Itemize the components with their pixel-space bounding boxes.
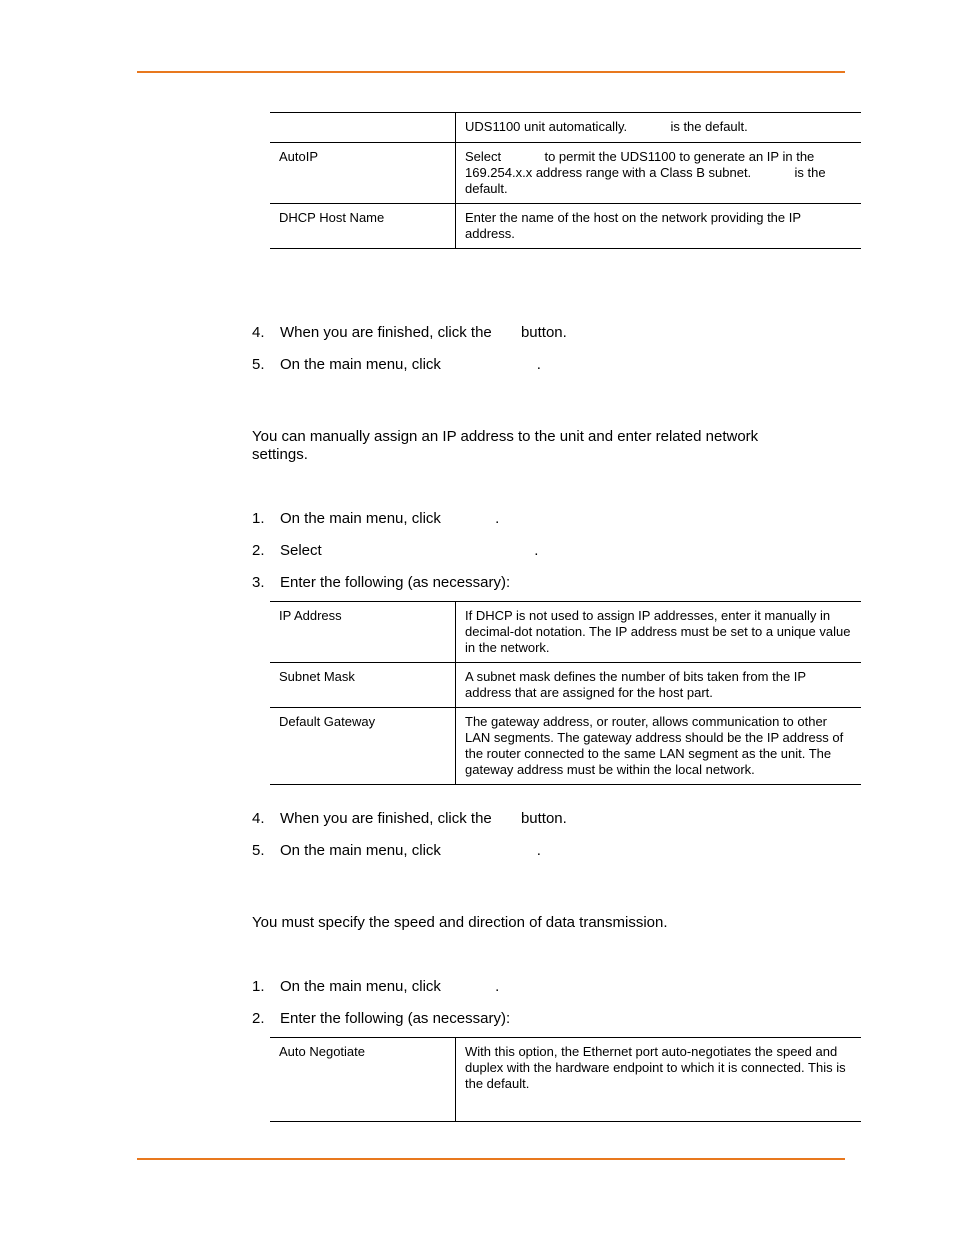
table-row <box>270 204 861 249</box>
table-ip-settings <box>270 601 861 785</box>
list-text: On the main menu, click . <box>280 978 500 995</box>
list-item <box>252 574 510 592</box>
list-text: When you are finished, click the button. <box>280 810 567 827</box>
list-item <box>252 542 538 560</box>
list-number: 2. <box>252 1010 265 1027</box>
table-cell-description: The gateway address, or router, allows communication to other LAN segments. The gateway address should be the IP address of the router connected to the same LAN segment as the unit. The gateway address must be within the local network. <box>456 708 862 785</box>
table-cell-label: DHCP Host Name <box>270 204 456 249</box>
list-item <box>252 978 499 996</box>
list-number: 1. <box>252 978 265 995</box>
table-row <box>270 602 861 663</box>
list-item <box>252 1010 510 1028</box>
table-dhcp-settings <box>270 112 861 249</box>
list-text: On the main menu, click . <box>280 356 541 373</box>
paragraph-manual-ip: You can manually assign an IP address to the unit and enter related network settings. <box>252 428 759 463</box>
list-number: 5. <box>252 356 265 373</box>
table-row <box>270 708 861 785</box>
paragraph-speed-duplex: You must specify the speed and direction of data transmission. <box>252 914 668 931</box>
list-item <box>252 356 541 374</box>
table-cell-description: Select to permit the UDS1100 to generate an IP in the 169.254.x.x address range with a Class B subnet. is the default. <box>456 143 862 204</box>
table-ethernet-settings <box>270 1037 861 1122</box>
table-row <box>270 663 861 708</box>
list-item <box>252 324 567 342</box>
list-number: 2. <box>252 542 265 559</box>
table-row <box>270 113 861 143</box>
list-number: 5. <box>252 842 265 859</box>
list-number: 1. <box>252 510 265 527</box>
table-cell-label: Auto Negotiate <box>270 1038 456 1122</box>
list-number: 4. <box>252 324 265 341</box>
list-item <box>252 842 541 860</box>
table-row <box>270 1038 861 1122</box>
table-cell-description: Enter the name of the host on the network providing the IP address. <box>456 204 862 249</box>
list-text: On the main menu, click . <box>280 510 500 527</box>
table-cell-label: Default Gateway <box>270 708 456 785</box>
table-cell-description: With this option, the Ethernet port auto-negotiates the speed and duplex with the hardware endpoint to which it is connected. This is the default. <box>456 1038 862 1122</box>
list-text: Enter the following (as necessary): <box>280 1010 511 1027</box>
list-number: 3. <box>252 574 265 591</box>
table-cell-description: A subnet mask defines the number of bits taken from the IP address that are assigned for the host part. <box>456 663 862 708</box>
list-item <box>252 810 567 828</box>
list-text: On the main menu, click . <box>280 842 541 859</box>
table-cell-description: If DHCP is not used to assign IP addresses, enter it manually in decimal-dot notation. The IP address must be set to a unique value in the network. <box>456 602 862 663</box>
table-cell-label <box>270 113 456 143</box>
list-item <box>252 510 499 528</box>
list-number: 4. <box>252 810 265 827</box>
footer-rule <box>137 1158 845 1160</box>
table-cell-label: AutoIP <box>270 143 456 204</box>
table-cell-label: Subnet Mask <box>270 663 456 708</box>
table-row <box>270 143 861 204</box>
list-text: Enter the following (as necessary): <box>280 574 511 591</box>
list-text: Select . <box>280 542 539 559</box>
header-rule <box>137 71 845 73</box>
table-cell-description: UDS1100 unit automatically. is the default. <box>456 113 862 143</box>
list-text: When you are finished, click the button. <box>280 324 567 341</box>
table-cell-label: IP Address <box>270 602 456 663</box>
